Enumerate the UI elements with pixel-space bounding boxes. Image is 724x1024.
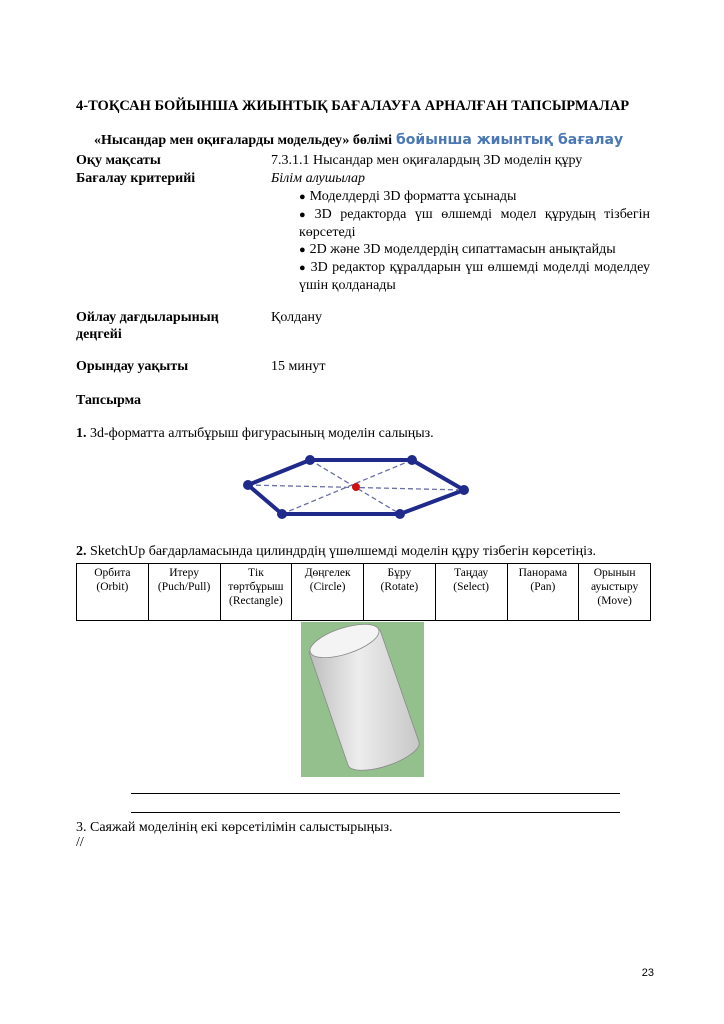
goal-value: 7.3.1.1 Нысандар мен оқиғалардың 3D моделін құру — [271, 153, 583, 168]
section-subheading — [94, 131, 623, 149]
thinking-label-line2: деңгейі — [76, 327, 122, 342]
hexagon-vertex — [395, 509, 405, 519]
tool-cell-rectangle: Тік төртбұрыш (Rectangle) — [220, 564, 292, 621]
bullet-icon: ● — [299, 262, 307, 274]
answer-line — [131, 793, 620, 794]
bullet-icon: ● — [299, 209, 311, 221]
thinking-value: Қолдану — [271, 310, 322, 325]
criteria-item: ● 2D және 3D моделдердің сипаттамасын анықтайды — [299, 242, 616, 257]
page-heading: 4-ТОҚСАН БОЙЫНША ЖИЫНТЫҚ БАҒАЛАУҒА АРНАЛҒАН ТАПСЫРМАЛАР — [76, 98, 630, 114]
task-2-text: SketchUp бағдарламасында цилиндрдің үшөлшемді моделін құру тізбегін көрсетіңіз. — [90, 544, 597, 559]
task-3: 3. Саяжай моделінің екі көрсетілімін салыстырыңыз. — [76, 820, 393, 835]
goal-label: Оқу мақсаты — [76, 153, 161, 168]
subheading-blue: бойынша жиынтық бағалау — [396, 132, 624, 148]
task-3-extra: // — [76, 835, 84, 850]
tool-cell-circle: Дөңгелек (Circle) — [292, 564, 364, 621]
criteria-item: ● Моделдерді 3D форматта ұсынады — [299, 189, 517, 204]
criteria-item: ● 3D редактор құралдарын үш өлшемді моделді моделдеу үшін қолданады — [299, 260, 650, 293]
task-2 — [76, 544, 596, 560]
tool-cell-move: Орынын ауыстыру (Move) — [579, 564, 651, 621]
criteria-label: Бағалау критерийі — [76, 171, 196, 186]
bullet-icon: ● — [299, 244, 306, 256]
tools-table — [76, 563, 651, 621]
subheading-bold: «Нысандар мен оқиғаларды модельдеу» бөлімі — [94, 133, 393, 148]
task-1-text: 3d-форматта алтыбұрыш фигурасының моделін салыңыз. — [90, 426, 434, 441]
hexagon-vertex — [305, 455, 315, 465]
criteria-intro: Білім алушылар — [271, 171, 366, 186]
tool-cell-pan: Панорама (Pan) — [507, 564, 579, 621]
criteria-item: ● 3D редакторда үш өлшемді модел құрудың тізбегін көрсетеді — [299, 207, 650, 240]
tool-cell-pushpull: Итеру (Puch/Pull) — [148, 564, 220, 621]
tool-cell-rotate: Бұру (Rotate) — [364, 564, 436, 621]
cylinder-figure — [301, 622, 424, 777]
task-heading: Тапсырма — [76, 393, 142, 408]
tool-cell-orbit: Орбита (Orbit) — [77, 564, 149, 621]
hexagon-vertex — [243, 480, 253, 490]
answer-line — [131, 812, 620, 813]
hexagon-vertex — [459, 485, 469, 495]
tool-cell-select: Таңдау (Select) — [435, 564, 507, 621]
hexagon-center-point — [352, 483, 360, 491]
page-number: 23 — [641, 967, 654, 979]
hexagon-vertex — [277, 509, 287, 519]
hexagon-vertex — [407, 455, 417, 465]
time-label: Орындау уақыты — [76, 359, 189, 374]
bullet-icon: ● — [299, 191, 306, 203]
hexagon-figure — [236, 452, 476, 524]
table-row — [77, 564, 651, 621]
task-1 — [76, 426, 434, 442]
time-value: 15 минут — [271, 359, 326, 374]
thinking-label-line1: Ойлау дағдыларының — [76, 310, 219, 325]
task-1-number: 1. — [76, 426, 87, 441]
task-2-number: 2. — [76, 544, 87, 559]
